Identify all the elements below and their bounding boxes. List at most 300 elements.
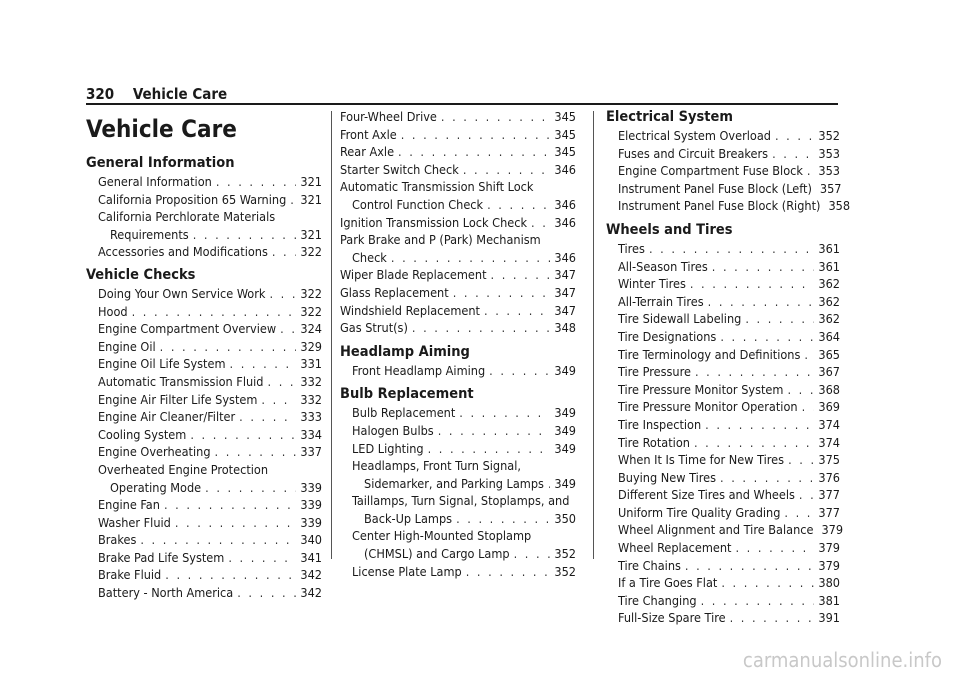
dot-leader [205, 479, 296, 497]
entry-line [340, 108, 576, 126]
entry-line [352, 510, 576, 528]
entry-page-number: 321 [300, 191, 322, 207]
entry-line [98, 479, 322, 497]
entry-line [618, 275, 840, 293]
entry-page-number: 362 [818, 276, 840, 292]
entry-page-number: 350 [554, 510, 576, 526]
entry-line [98, 549, 322, 567]
dot-leader [453, 284, 551, 302]
entry-title: Washer Fluid [98, 514, 171, 530]
toc-entry[interactable] [606, 557, 840, 575]
header-rule [86, 103, 838, 105]
entry-line [340, 161, 576, 179]
dot-leader [807, 162, 814, 180]
entry-title: Automatic Transmission Fluid [98, 373, 264, 389]
entry-title: Winter Tires [618, 276, 686, 292]
toc-entry[interactable] [340, 527, 576, 562]
dot-leader [775, 127, 814, 145]
column-divider-1 [331, 111, 332, 559]
dot-leader [140, 531, 296, 549]
dot-leader [784, 504, 814, 522]
entry-title: Tire Pressure Monitor Operation [618, 399, 798, 415]
entry-title: Tire Pressure [618, 364, 691, 380]
toc-entry[interactable] [606, 162, 840, 180]
entry-title: Engine Fan [98, 497, 160, 513]
entry-title: Instrument Panel Fuse Block (Left) [618, 180, 812, 196]
entry-page-number: 376 [818, 469, 840, 485]
entry-page-number: 357 [819, 180, 842, 196]
entry-page-number: 391 [818, 610, 840, 626]
dot-leader [239, 408, 296, 426]
toc-entry[interactable] [606, 240, 840, 258]
dot-leader [228, 549, 296, 567]
entry-page-number: 349 [554, 440, 576, 456]
toc-entry[interactable] [606, 434, 840, 452]
dot-leader [735, 539, 814, 557]
toc-entry[interactable] [340, 362, 576, 380]
toc-entry[interactable] [606, 521, 844, 539]
dot-leader [237, 584, 296, 602]
toc-column-2 [340, 108, 576, 580]
entry-page-number: 379 [818, 540, 840, 556]
entry-page-number: 362 [818, 293, 840, 309]
entry-title: Engine Compartment Overview [98, 321, 277, 337]
entry-line [340, 196, 576, 214]
dot-leader [391, 249, 551, 267]
entry-title: Electrical System Overload [618, 128, 771, 143]
entry-title: Engine Compartment Fuse Block [618, 163, 803, 179]
entry-page-number: 364 [818, 328, 840, 344]
entry-title: Tire Rotation [618, 434, 690, 450]
entry-title: All-Terrain Tires [618, 293, 704, 309]
entry-title: All-Season Tires [618, 258, 708, 274]
toc-entry[interactable] [606, 127, 840, 145]
entry-line [98, 408, 322, 426]
entry-page-number: 353 [818, 145, 840, 161]
entry-page-number: 352 [554, 563, 576, 579]
toc-entry[interactable] [86, 285, 322, 303]
dot-leader [491, 266, 551, 284]
entry-page-number: 322 [300, 303, 322, 319]
toc-entry[interactable] [606, 398, 840, 416]
entry-title: Tire Chains [618, 557, 681, 573]
entry-page-number: 322 [300, 285, 322, 301]
entry-title: Brake Pad Life System [98, 549, 225, 565]
entry-title-line: Center High-Mounted Stoplamp [352, 528, 532, 544]
entry-title: General Information [98, 174, 212, 189]
entry-line [618, 504, 840, 522]
entry-line [98, 191, 322, 209]
entry-page-number: 345 [554, 126, 576, 142]
entry-page-number: 379 [818, 557, 840, 573]
toc-entry[interactable] [340, 302, 576, 320]
toc-entry[interactable] [340, 143, 576, 161]
entry-line [352, 404, 576, 422]
toc-entry[interactable] [86, 391, 322, 409]
entry-line [618, 557, 840, 575]
entry-page-number: 365 [818, 346, 840, 362]
toc-entry[interactable] [340, 422, 576, 440]
toc-entry[interactable] [606, 381, 840, 399]
entry-title: License Plate Lamp [352, 563, 462, 579]
running-header [86, 85, 227, 103]
toc-entry[interactable] [606, 469, 840, 487]
dot-leader [165, 566, 296, 584]
entry-page-number: 345 [554, 109, 576, 124]
entry-line [98, 391, 322, 409]
toc-entry[interactable] [606, 197, 851, 215]
entry-title: Buying New Tires [618, 469, 717, 485]
entry-line [98, 496, 322, 514]
entry-page-number: 347 [554, 284, 576, 300]
entry-line [618, 592, 840, 610]
dot-leader [463, 161, 551, 179]
entry-title: Bulb Replacement [352, 405, 456, 421]
dot-leader [802, 398, 815, 416]
entry-line [98, 226, 322, 244]
dot-leader [787, 381, 814, 399]
entry-title: Windshield Replacement [340, 302, 481, 318]
toc-column-3 [606, 108, 851, 627]
entry-page-number: 332 [300, 373, 322, 389]
entry-title: Sidemarker, and Parking Lamps [364, 475, 544, 491]
entry-page-number: 362 [818, 311, 840, 327]
toc-entry[interactable] [340, 319, 576, 337]
entry-line [618, 180, 840, 198]
entry-line [98, 584, 322, 602]
dot-leader [428, 440, 551, 458]
toc-entry[interactable] [606, 451, 840, 469]
dot-leader [745, 310, 814, 328]
toc-entry[interactable] [86, 173, 322, 191]
toc-entry[interactable] [606, 504, 840, 522]
entry-title-line: Overheated Engine Protection [98, 461, 269, 477]
toc-entry[interactable] [606, 609, 840, 627]
toc-entry[interactable] [86, 461, 322, 496]
entry-page-number: 346 [554, 196, 576, 212]
toc-entry[interactable] [340, 231, 576, 266]
toc-entry[interactable] [340, 457, 576, 492]
entry-line [618, 127, 840, 145]
entry-line [618, 609, 840, 627]
entry-line [98, 531, 322, 549]
entry-title: Back-Up Lamps [364, 510, 453, 526]
toc-entry[interactable] [86, 208, 322, 243]
dot-leader [412, 319, 550, 337]
entry-line [340, 126, 576, 144]
toc-entry[interactable] [606, 145, 840, 163]
entry-page-number: 377 [818, 504, 840, 520]
entry-line [352, 563, 576, 581]
toc-entry[interactable] [606, 258, 840, 276]
entry-page-number: 368 [818, 381, 840, 397]
entry-title: Operating Mode [110, 479, 202, 495]
section-title: Electrical System [606, 109, 733, 125]
entry-title: Tire Pressure Monitor System [618, 381, 784, 397]
entry-title: Engine Air Cleaner/Filter [98, 409, 236, 425]
dot-leader [261, 391, 296, 409]
entry-page-number: 342 [300, 585, 322, 601]
dot-leader [132, 303, 297, 321]
toc-column-1 [86, 108, 322, 602]
entry-page-number: 348 [554, 320, 576, 336]
toc-entry[interactable] [86, 320, 322, 338]
entry-title: Halogen Bulbs [352, 422, 434, 438]
entry-title: Brakes [98, 532, 137, 548]
entry-title: Instrument Panel Fuse Block (Right) [618, 198, 821, 214]
toc-entry[interactable] [86, 496, 322, 514]
entry-page-number: 347 [554, 302, 576, 318]
entry-title-line: Taillamps, Turn Signal, Stoplamps, and [352, 493, 570, 509]
toc-entry[interactable] [86, 338, 322, 356]
entry-title: Hood [98, 303, 128, 319]
entry-title: Front Headlamp Aiming [352, 362, 486, 378]
page-title: Vehicle Care [86, 115, 237, 143]
entry-page-number: 339 [300, 497, 322, 513]
dot-leader [466, 563, 551, 581]
entry-line [340, 266, 576, 284]
toc-entry[interactable] [340, 108, 576, 126]
entry-page-number: 349 [554, 475, 576, 491]
toc-entry[interactable] [86, 355, 322, 373]
toc-entry[interactable] [86, 514, 322, 532]
entry-line [618, 240, 840, 258]
entry-page-number: 375 [818, 452, 840, 468]
entry-line [98, 338, 322, 356]
entry-line [340, 302, 576, 320]
entry-page-number: 381 [818, 592, 840, 608]
toc-entry[interactable] [86, 549, 322, 567]
entry-line [618, 293, 840, 311]
dot-leader [548, 475, 550, 493]
entry-line [98, 373, 322, 391]
toc-entry[interactable] [340, 404, 576, 422]
entry-page-number: 361 [818, 258, 840, 274]
chapter-name: Vehicle Care [132, 85, 228, 103]
entry-page-number: 353 [818, 163, 840, 179]
entry-page-number: 361 [818, 240, 840, 256]
entry-title: Four-Wheel Drive [340, 109, 437, 124]
dot-leader [799, 486, 814, 504]
toc-entry[interactable] [86, 408, 322, 426]
entry-line [618, 363, 840, 381]
entry-page-number: 347 [554, 267, 576, 283]
entry-page-number: 329 [300, 338, 322, 354]
entry-title: Doing Your Own Service Work [98, 285, 266, 301]
toc-entry[interactable] [606, 293, 840, 311]
entry-title: Engine Oil [98, 338, 156, 354]
entry-title: Starter Switch Check [340, 161, 459, 177]
entry-title-line: Headlamps, Front Turn Signal, [352, 458, 521, 474]
toc-entry[interactable] [606, 310, 840, 328]
entry-line [98, 355, 322, 373]
entry-line [98, 285, 322, 303]
entry-page-number: 324 [300, 321, 322, 337]
entry-line [618, 416, 840, 434]
entry-title: Fuses and Circuit Breakers [618, 145, 769, 161]
entry-line [352, 362, 576, 380]
dot-leader [514, 545, 551, 563]
entry-line [618, 310, 840, 328]
entry-title: Tire Changing [618, 592, 697, 608]
entry-page-number: 349 [554, 422, 576, 438]
entry-title: Ignition Transmission Lock Check [340, 214, 528, 230]
entry-page-number: 333 [300, 409, 322, 425]
entry-line [618, 486, 840, 504]
entry-page-number: 352 [818, 128, 840, 143]
entry-title: Tire Terminology and Definitions [618, 346, 801, 362]
entry-page-number: 321 [300, 226, 322, 242]
dot-leader [788, 451, 814, 469]
toc-entry[interactable] [86, 531, 322, 549]
dot-leader [705, 416, 814, 434]
section-title: Vehicle Checks [86, 266, 196, 283]
toc-entry[interactable] [86, 191, 322, 209]
entry-page-number: 337 [300, 444, 322, 460]
toc-entry[interactable] [340, 284, 576, 302]
watermark: carmanualsonline.info [742, 648, 942, 672]
dot-leader [398, 143, 550, 161]
entry-line [98, 173, 322, 191]
toc-entry[interactable] [340, 440, 576, 458]
entry-page-number: 342 [300, 567, 322, 583]
entry-line [352, 440, 576, 458]
entry-title: (CHMSL) and Cargo Lamp [364, 546, 510, 562]
dot-leader [190, 426, 296, 444]
toc-entry[interactable] [340, 563, 576, 581]
entry-title: Wheel Replacement [618, 540, 732, 556]
entry-line [352, 475, 576, 493]
entry-page-number: 345 [554, 144, 576, 160]
entry-page-number: 346 [554, 214, 576, 230]
entry-line [618, 539, 840, 557]
dot-leader [685, 557, 814, 575]
entry-line [340, 249, 576, 267]
entry-title: Control Function Check [352, 196, 484, 212]
entry-title: Uniform Tire Quality Grading [618, 504, 781, 520]
toc-entry[interactable] [606, 416, 840, 434]
entry-page-number: 322 [300, 244, 322, 260]
entry-line [98, 320, 322, 338]
entry-page-number: 374 [818, 416, 840, 432]
entry-title: Tire Sidewall Labeling [618, 311, 742, 327]
entry-title: Tires [618, 240, 645, 256]
dot-leader [649, 240, 814, 258]
entry-line [352, 545, 576, 563]
toc-entry[interactable] [606, 592, 840, 610]
entry-title: If a Tire Goes Flat [618, 575, 718, 591]
section-title: Headlamp Aiming [340, 343, 470, 360]
toc-entry[interactable] [340, 214, 576, 232]
toc-entry[interactable] [340, 492, 576, 527]
toc-entry[interactable] [86, 566, 322, 584]
toc-entry[interactable] [606, 486, 840, 504]
entry-title: Glass Replacement [340, 284, 449, 300]
entry-line [98, 426, 322, 444]
entry-line [618, 381, 840, 399]
entry-line [98, 514, 322, 532]
toc-entry[interactable] [86, 584, 322, 602]
entry-line [340, 143, 576, 161]
entry-page-number: 334 [300, 426, 322, 442]
toc-entry[interactable] [606, 539, 840, 557]
section-title: Wheels and Tires [606, 221, 733, 238]
dot-leader [268, 373, 297, 391]
entry-line [352, 422, 576, 440]
dot-leader [193, 226, 297, 244]
entry-title: Battery - North America [98, 585, 234, 601]
toc-entry[interactable] [86, 426, 322, 444]
toc-entry[interactable] [86, 303, 322, 321]
entry-line [618, 451, 840, 469]
toc-entry[interactable] [606, 275, 840, 293]
entry-page-number: 332 [300, 391, 322, 407]
dot-leader [721, 574, 814, 592]
dot-leader [531, 214, 550, 232]
entry-line [98, 443, 322, 461]
entry-title: Tire Inspection [618, 416, 702, 432]
toc-entry[interactable] [606, 346, 840, 364]
entry-page-number: 340 [300, 532, 322, 548]
toc-entry[interactable] [86, 443, 322, 461]
toc-entry[interactable] [86, 373, 322, 391]
toc-entry[interactable] [340, 266, 576, 284]
dot-leader [804, 346, 814, 364]
toc-entry[interactable] [606, 574, 840, 592]
toc-entry[interactable] [606, 180, 840, 198]
entry-line [618, 328, 840, 346]
dot-leader [280, 320, 296, 338]
dot-leader [441, 108, 550, 126]
entry-page-number: 341 [300, 549, 322, 565]
dot-leader [720, 328, 814, 346]
toc-entry[interactable] [606, 328, 840, 346]
dot-leader [484, 302, 550, 320]
entry-title: Check [352, 249, 387, 265]
entry-page-number: 349 [554, 362, 576, 378]
dot-leader [772, 145, 814, 163]
entry-line [340, 319, 576, 337]
dot-leader [708, 293, 815, 311]
entry-line [618, 434, 840, 452]
dot-leader [690, 275, 815, 293]
entry-line [340, 284, 576, 302]
toc-entry[interactable] [340, 126, 576, 144]
entry-title: Wiper Blade Replacement [340, 267, 487, 283]
toc-entry[interactable] [340, 161, 576, 179]
toc-entry[interactable] [606, 363, 840, 381]
dot-leader [269, 285, 296, 303]
entry-title: Tire Designations [618, 328, 717, 344]
entry-page-number: 374 [818, 434, 840, 450]
dot-leader [160, 338, 297, 356]
dot-leader [712, 258, 815, 276]
entry-line [618, 162, 840, 180]
dot-leader [489, 362, 550, 380]
toc-entry[interactable] [340, 178, 576, 213]
entry-page-number: 349 [554, 405, 576, 421]
entry-page-number: 346 [554, 249, 576, 265]
entry-title: Rear Axle [340, 144, 395, 160]
dot-leader [695, 363, 814, 381]
entry-title: Gas Strut(s) [340, 320, 408, 336]
entry-title: Full-Size Spare Tire [618, 610, 726, 626]
entry-title: Front Axle [340, 126, 397, 142]
toc-entry[interactable] [86, 243, 322, 261]
entry-line [618, 346, 840, 364]
dot-leader [290, 191, 296, 209]
section-title: Bulb Replacement [340, 386, 474, 403]
